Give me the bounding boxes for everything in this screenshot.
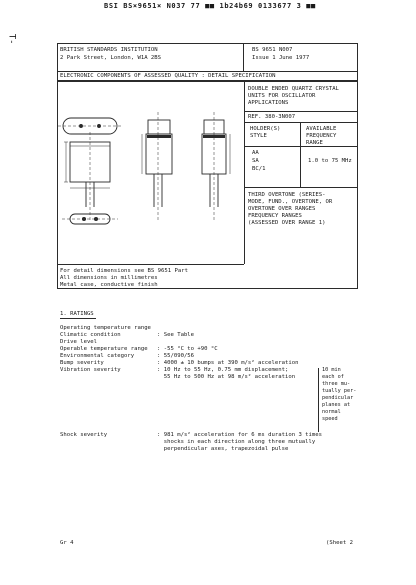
style-aa: AA [252,150,259,156]
device-desc-1: DOUBLE ENDED QUARTZ CRYSTAL [248,86,339,92]
spec-number: BS 9651 N007 [252,47,293,53]
publisher-address: 2 Park Street, London, W1A 2BS [60,55,162,61]
spec-title: ELECTRONIC COMPONENTS OF ASSESSED QUALITY : DETAIL SPECIFICATION [60,73,276,79]
shock-line-3: perpendicular axes, trapezoidal pulse [157,446,289,452]
drawing-note-1: For detail dimensions see BS 9651 Part [60,268,188,274]
table-col2-header-1: AVAILABLE [306,126,337,132]
table-col1-header-1: HOLDER(S) [250,126,281,132]
footer-right: (Sheet 2 [326,540,353,546]
shock-line-1: : 981 m/s² acceleration for 6 ms duration 3 times [157,432,323,438]
shock-label: Shock severity [60,432,108,438]
rating-label-5: Environmental category [60,353,135,359]
vibration-note-4: tually per- [322,388,357,394]
table-col2-header-2: FREQUENCY [306,133,337,139]
mode-note-5: (ASSESSED OVER RANGE 1) [248,220,326,226]
rating-label-3: Drive level [60,339,98,345]
shock-line-2: shocks in each direction along three mutually [157,439,316,445]
spec-issue: Issue 1 June 1977 [252,55,310,61]
vibration-note-3: three mu- [322,381,351,387]
mode-note-4: FREQUENCY RANGES [248,213,302,219]
drawing-note-3: Metal case, conductive finish [60,282,158,288]
vibration-note-1: 10 min [322,367,341,373]
drawing-note-2: All dimensions in millimetres [60,275,158,281]
header-stamp: BSI BS×9651× N037 77 ■■ 1b24b69 0133677 3 ■■ [104,2,316,10]
rating-label-4: Operable temperature range [60,346,148,352]
outline-drawing [58,82,243,263]
mode-note-3: OVERTONE OVER RANGES [248,206,316,212]
mode-note-2: MODE, FUND., OVERTONE, OR [248,199,333,205]
rating-label-2: Climatic condition [60,332,121,338]
rating-value-6: : 4000 ± 10 bumps at 390 m/s² acceleration [157,360,299,366]
device-desc-2: UNITS FOR OSCILLATOR [248,93,316,99]
vibration-note-7: normal [322,409,341,415]
rating-value-2: : See Table [157,332,195,338]
style-bc: BC/1 [252,166,266,172]
device-desc-3: APPLICATIONS [248,100,289,106]
reference-line: REF. 380-3N007 [248,114,296,120]
rating-label-7: Vibration severity [60,367,121,373]
rating-value-7: : 10 Hz to 55 Hz, 0.75 mm displacement; [157,367,289,373]
table-col2-header-3: RANGE [306,140,323,146]
vibration-note-6: planes at [322,402,351,408]
rating-value-5: : 55/090/56 [157,353,195,359]
vibration-note-5: pendicular [322,395,354,401]
publisher-name: BRITISH STANDARDS INSTITUTION [60,47,158,53]
frequency-range: 1.0 to 75 MHz [308,158,352,164]
rating-value-4: : -55 °C to +90 °C [157,346,218,352]
section-title: 1. RATINGS [60,311,94,317]
footer-left: Gr 4 [60,540,74,546]
style-sa: SA [252,158,259,164]
vibration-note-2: each of [322,374,344,380]
mode-note-1: THIRD OVERTONE (SERIES- [248,192,326,198]
rating-value-8: 55 Hz to 500 Hz at 98 m/s² acceleration [157,374,296,380]
vibration-note-8: speed [322,416,338,422]
rating-label-1: Operating temperature range [60,325,151,331]
table-col1-header-2: STYLE [250,133,267,139]
rating-label-6: Bump severity [60,360,104,366]
margin-mark: T- [6,33,17,45]
